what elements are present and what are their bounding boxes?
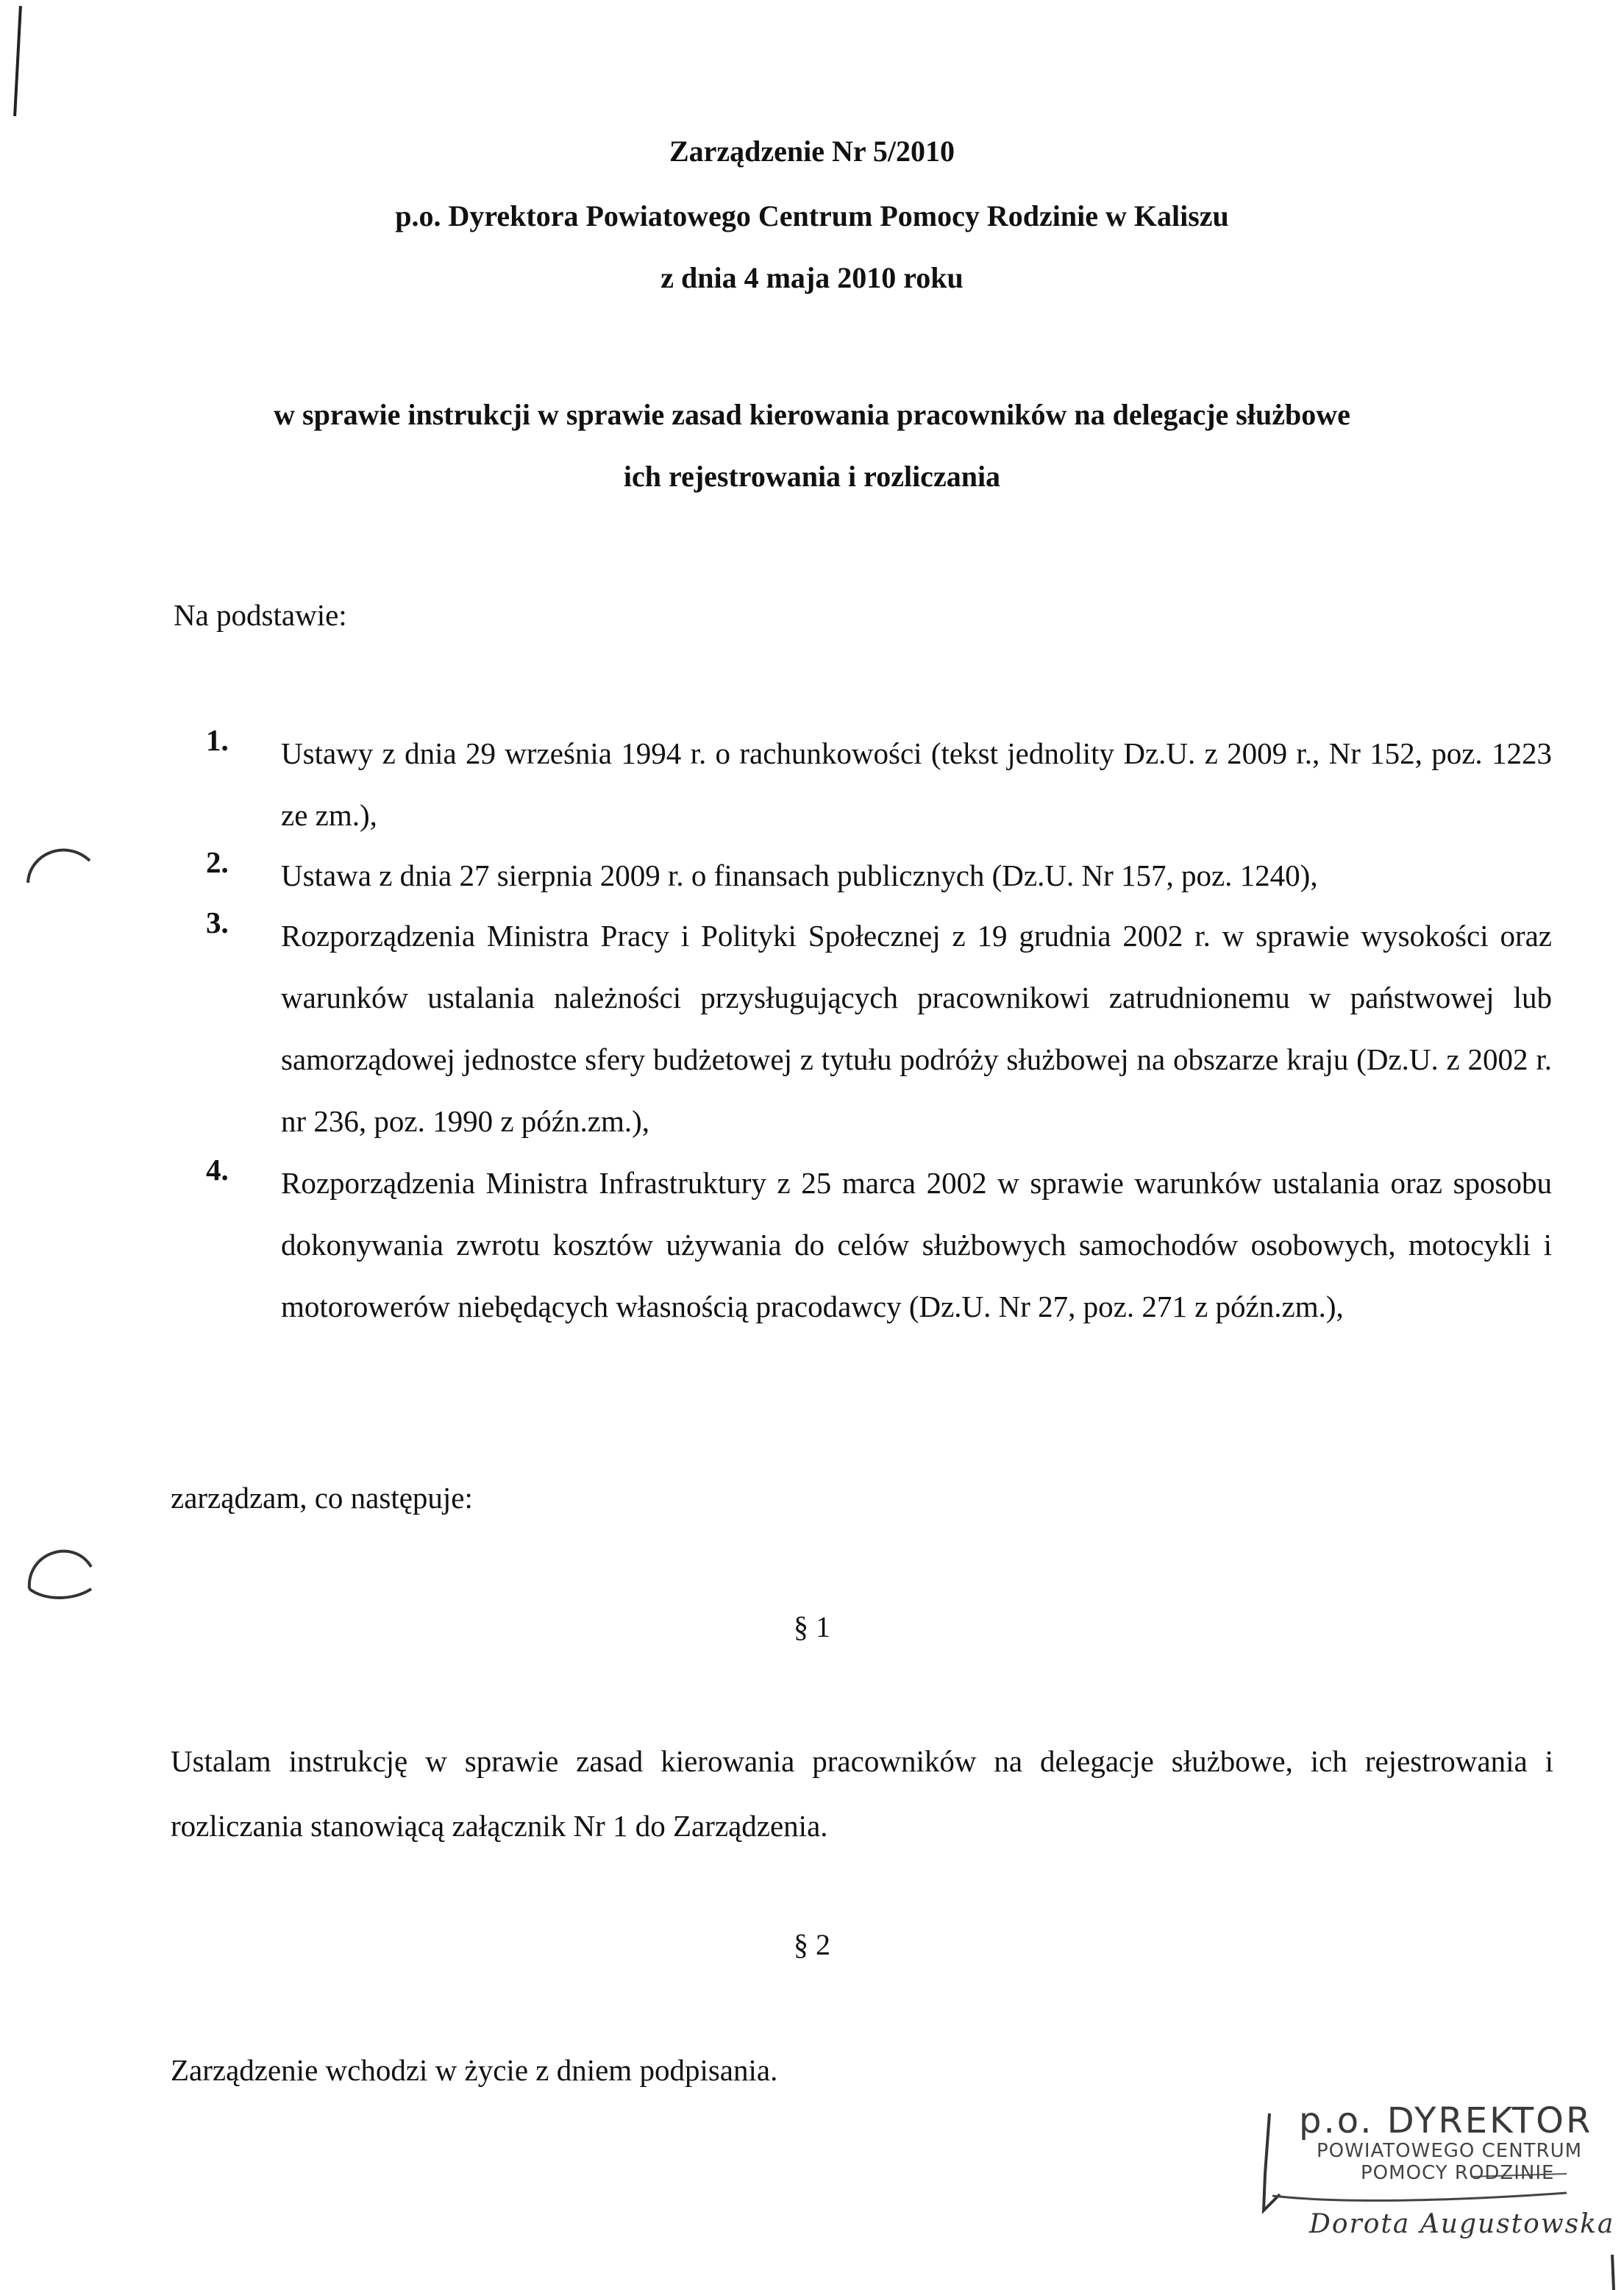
- document-date: [0, 260, 1624, 296]
- stamp-org-line-1: POWIATOWEGO CENTRUM: [1317, 2140, 1583, 2162]
- document-issuer: [0, 199, 1624, 234]
- ordering-phrase: zarządzam, co następuje:: [171, 1481, 473, 1515]
- subject-line-2: [0, 459, 1624, 494]
- list-item-number: 2.: [206, 845, 229, 879]
- list-item-number: 4.: [206, 1153, 229, 1187]
- stamp-title: p.o. DYREKTOR: [1299, 2100, 1593, 2141]
- list-item-text: Rozporządzenia Ministra Infrastruktury z 25 marca 2002 w sprawie warunków ustalania oraz sposobu dokonywania zwrotu kosztów używania do celów służbowych samochodów osobowych, motocykli i motorowerów niebędących własnością pracodawcy (Dz.U. Nr 27, poz. 271 z późn.zm.),: [281, 1166, 1552, 1323]
- subject-text-2: ich rejestrowania i rozliczania: [623, 460, 1001, 493]
- list-item-number: 3.: [206, 906, 229, 939]
- margin-line-mark: [13, 6, 22, 116]
- section-text-2: Zarządzenie wchodzi w życie z dniem podpisania.: [171, 2053, 778, 2087]
- title-line-3: z dnia 4 maja 2010 roku: [660, 261, 964, 294]
- basis-label: Na podstawie:: [174, 598, 347, 632]
- section-mark-1: § 1: [794, 1610, 830, 1643]
- subject-text-1: w sprawie instrukcji w sprawie zasad kierowania pracowników na delegacje służbowe: [274, 398, 1350, 431]
- list-item-text: Rozporządzenia Ministra Pracy i Polityki Społecznej z 19 grudnia 2002 r. w sprawie wysokości oraz warunków ustalania należności przysługujących pracownikowi zatrudnionemu w państwowej lub samorządowej jednostce sfery budżetowej z tytułu podróży służbowej na obszarze kraju (Dz.U. z 2002 r. nr 236, poz. 1990 z późn.zm.),: [281, 919, 1552, 1138]
- list-item-number: 1.: [206, 723, 229, 757]
- title-line-1: Zarządzenie Nr 5/2010: [669, 135, 955, 168]
- subject-line-1: [0, 397, 1624, 432]
- section-mark-2: § 2: [794, 1928, 830, 1961]
- document-title: [0, 134, 1624, 169]
- director-stamp: [1250, 2100, 1624, 2290]
- list-item-text: Ustawa z dnia 27 sierpnia 2009 r. o finansach publicznych (Dz.U. Nr 157, poz. 1240),: [281, 858, 1318, 892]
- title-line-2: p.o. Dyrektora Powiatowego Centrum Pomocy Rodzinie w Kaliszu: [395, 199, 1229, 232]
- list-item-text: Ustawy z dnia 29 września 1994 r. o rachunkowości (tekst jednolity Dz.U. z 2009 r., Nr 152, poz. 1223 ze zm.),: [281, 736, 1552, 832]
- punch-hole-mark-1: [22, 839, 96, 890]
- section-text-1: Ustalam instrukcję w sprawie zasad kierowania pracowników na delegacje służbowe, ich rejestrowania i rozliczania stanowiącą załącznik Nr 1 do Zarządzenia.: [171, 1744, 1553, 1843]
- stamp-name: Dorota Augustowska: [1309, 2209, 1615, 2239]
- punch-hole-mark-2: [22, 1537, 96, 1604]
- stamp-org-line-2: POMOCY RODZINIE: [1361, 2162, 1555, 2184]
